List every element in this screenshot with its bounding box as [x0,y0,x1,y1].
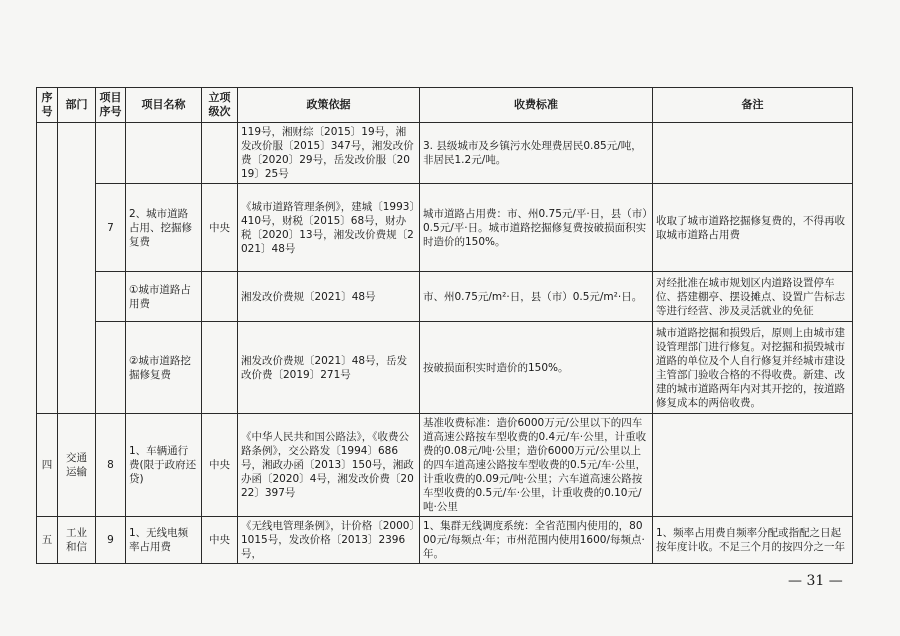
cell-standard: 市、州0.75元/m²·日，县（市）0.5元/m²·日。 [420,272,653,322]
cell-standard: 城市道路占用费：市、州0.75元/平·日，县（市）0.5元/平·日。城市道路挖掘修复费按破损面积实时造价的150%。 [420,184,653,272]
cell-item-seq: 8 [96,414,126,517]
cell-seq: 四 [37,414,58,517]
cell-standard: 3. 县级城市及乡镇污水处理费居民0.85元/吨，非居民1.2元/吨。 [420,123,653,184]
header-seq: 序号 [37,88,58,123]
cell-item-seq: 9 [96,517,126,564]
page-number: — 31 — [788,573,843,589]
fee-table [36,87,853,564]
cell-remark: 对经批准在城市规划区内道路设置停车位、搭建棚亭、摆设摊点、设置广告标志等进行经营、涉及灵活就业的免征 [653,272,853,322]
cell-item-seq [96,322,126,414]
table-row [37,322,853,414]
table-row [37,517,853,564]
cell-standard: 基准收费标准：造价6000万元/公里以下的四车道高速公路按车型收费的0.4元/车·公里，计重收费的0.08元/吨·公里；造价6000万元/公里以上的四车道高速公路按车型收费的0.5元/车·公里，计重收费的0.09元/吨·公里；六车道高速公路按车型收费的0.5元/车·公里，计重收费的0.10元/吨·公里 [420,414,653,517]
cell-remark: 收取了城市道路挖掘修复费的，不得再收取城市道路占用费 [653,184,853,272]
table-row [37,184,853,272]
cell-remark: 1、频率占用费自频率分配或指配之日起按年度计收。不足三个月的按四分之一年 [653,517,853,564]
cell-item-name: ②城市道路挖掘修复费 [126,322,202,414]
cell-item-seq: 7 [96,184,126,272]
cell-level: 中央 [202,414,238,517]
table-header-row [37,88,853,123]
cell-policy: 《中华人民共和国公路法》，《收费公路条例》，交公路发〔1994〕686号，湘政办函〔2013〕150号，湘政办函〔2020〕4号，湘发改价费〔2022〕397号 [238,414,420,517]
header-level: 立项级次 [202,88,238,123]
cell-policy: 湘发改价费规〔2021〕48号 [238,272,420,322]
cell-policy: 《城市道路管理条例》，建城〔1993〕410号，财税〔2015〕68号，财办税〔2020〕13号，湘发改价费规〔2021〕48号 [238,184,420,272]
cell-item-name: 2、城市道路占用、挖掘修复费 [126,184,202,272]
cell-dept [58,123,96,414]
cell-remark [653,414,853,517]
cell-seq [37,123,58,414]
cell-level [202,123,238,184]
header-standard: 收费标准 [420,88,653,123]
cell-level [202,322,238,414]
cell-item-name: ①城市道路占用费 [126,272,202,322]
cell-seq: 五 [37,517,58,564]
cell-policy: 《无线电管理条例》，计价格〔2000〕1015号，发改价格〔2013〕2396号， [238,517,420,564]
cell-level: 中央 [202,184,238,272]
cell-remark: 城市道路挖掘和损毁后，原则上由城市建设管理部门进行修复。对挖掘和损毁城市道路的单位及个人自行修复并经城市建设主管部门验收合格的不得收费。新建、改建的城市道路两年内对其开挖的，按道路修复成本的两倍收费。 [653,322,853,414]
table-row [37,414,853,517]
cell-policy: 119号，湘财综〔2015〕19号，湘发改价服〔2015〕347号，湘发改价费〔2020〕29号，岳发改价服〔2019〕25号 [238,123,420,184]
cell-item-name: 1、车辆通行费(限于政府还贷) [126,414,202,517]
cell-standard: 按破损面积实时造价的150%。 [420,322,653,414]
cell-level [202,272,238,322]
cell-item-seq [96,272,126,322]
cell-item-name [126,123,202,184]
header-item-name: 项目名称 [126,88,202,123]
table-row [37,123,853,184]
cell-item-name: 1、无线电频率占用费 [126,517,202,564]
header-remark: 备注 [653,88,853,123]
cell-dept: 交通运输 [58,414,96,517]
cell-remark [653,123,853,184]
table-row [37,272,853,322]
cell-dept: 工业和信 [58,517,96,564]
cell-policy: 湘发改价费规〔2021〕48号，岳发改价费〔2019〕271号 [238,322,420,414]
cell-level: 中央 [202,517,238,564]
cell-standard: 1、集群无线调度系统：全省范围内使用的，8000元/每频点·年；市州范围内使用1600/每频点·年。 [420,517,653,564]
header-dept: 部门 [58,88,96,123]
cell-item-seq [96,123,126,184]
header-policy: 政策依据 [238,88,420,123]
header-item-seq: 项目序号 [96,88,126,123]
